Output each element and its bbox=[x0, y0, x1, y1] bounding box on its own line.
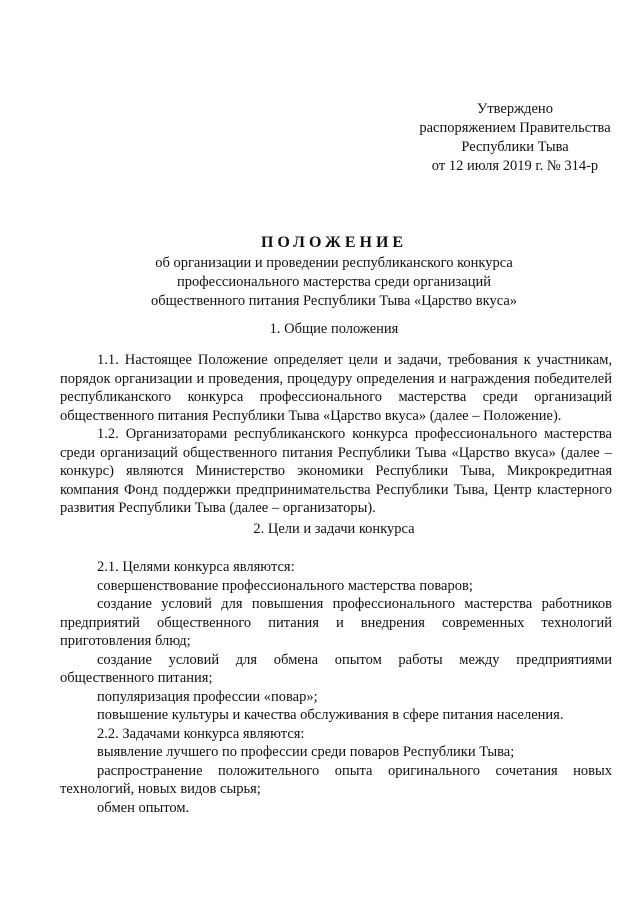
list-item: повышение культуры и качества обслуживания в сфере питания населения. bbox=[97, 707, 564, 723]
list-item: создание условий для повышения профессионального мастерства работников предприятий общественного питания и внедрения современных технологий приготовления блюд; bbox=[60, 596, 612, 649]
document-subtitle bbox=[0, 254, 640, 311]
subtitle-line: профессионального мастерства среди организаций bbox=[177, 274, 491, 290]
approval-line: Республики Тыва bbox=[461, 139, 569, 155]
subtitle-line: общественного питания Республики Тыва «Царство вкуса» bbox=[150, 293, 518, 309]
list-intro: 2.1. Целями конкурса являются: bbox=[97, 559, 295, 575]
paragraph: 1.2. Организаторами республиканского конкурса профессионального мастерства среди организаций общественного питания Республики Тыва «Царство вкуса» (далее – конкурс) являются Министерство экономики Республики Тыва, Микрокредитная компания Фонд поддержки предпринимательства Республики Тыва, Центр кластерного развития Республики Тыва (далее – организаторы). bbox=[60, 426, 612, 516]
list-item: обмен опытом. bbox=[97, 799, 190, 816]
list-item: популяризация профессии «повар»; bbox=[97, 688, 318, 705]
approval-block bbox=[395, 100, 635, 176]
document-title: ПОЛОЖЕНИЕ bbox=[260, 234, 408, 251]
section-1-heading: 1. Общие положения bbox=[269, 321, 399, 337]
list-item: выявление лучшего по профессии среди поваров Республики Тыва; bbox=[97, 744, 515, 760]
list-item: совершенствование профессионального мастерства поваров; bbox=[97, 577, 473, 594]
paragraph: 1.1. Настоящее Положение определяет цели и задачи, требования к участникам, порядок организации и проведения, процедуру определения и награждения победителей республиканского конкурса профессионального мастерства среди организаций общественного питания Республики Тыва «Царство вкуса» (далее – Положение). bbox=[60, 352, 612, 424]
section-2-heading: 2. Цели и задачи конкурса bbox=[253, 521, 415, 537]
list-item: распространение положительного опыта оригинального сочетания новых технологий, новых видов сырья; bbox=[60, 762, 612, 797]
subtitle-line: об организации и проведении республиканского конкурса bbox=[155, 255, 513, 271]
section-1-body bbox=[60, 351, 612, 518]
section-2-body bbox=[60, 558, 612, 817]
list-intro: 2.2. Задачами конкурса являются: bbox=[97, 725, 305, 742]
approval-line: распоряжением Правительства bbox=[419, 120, 611, 136]
approval-line: от 12 июля 2019 г. № 314-р bbox=[431, 158, 599, 174]
list-item: создание условий для обмена опытом работы между предприятиями общественного питания; bbox=[60, 651, 612, 686]
approval-line: Утверждено bbox=[477, 101, 553, 117]
